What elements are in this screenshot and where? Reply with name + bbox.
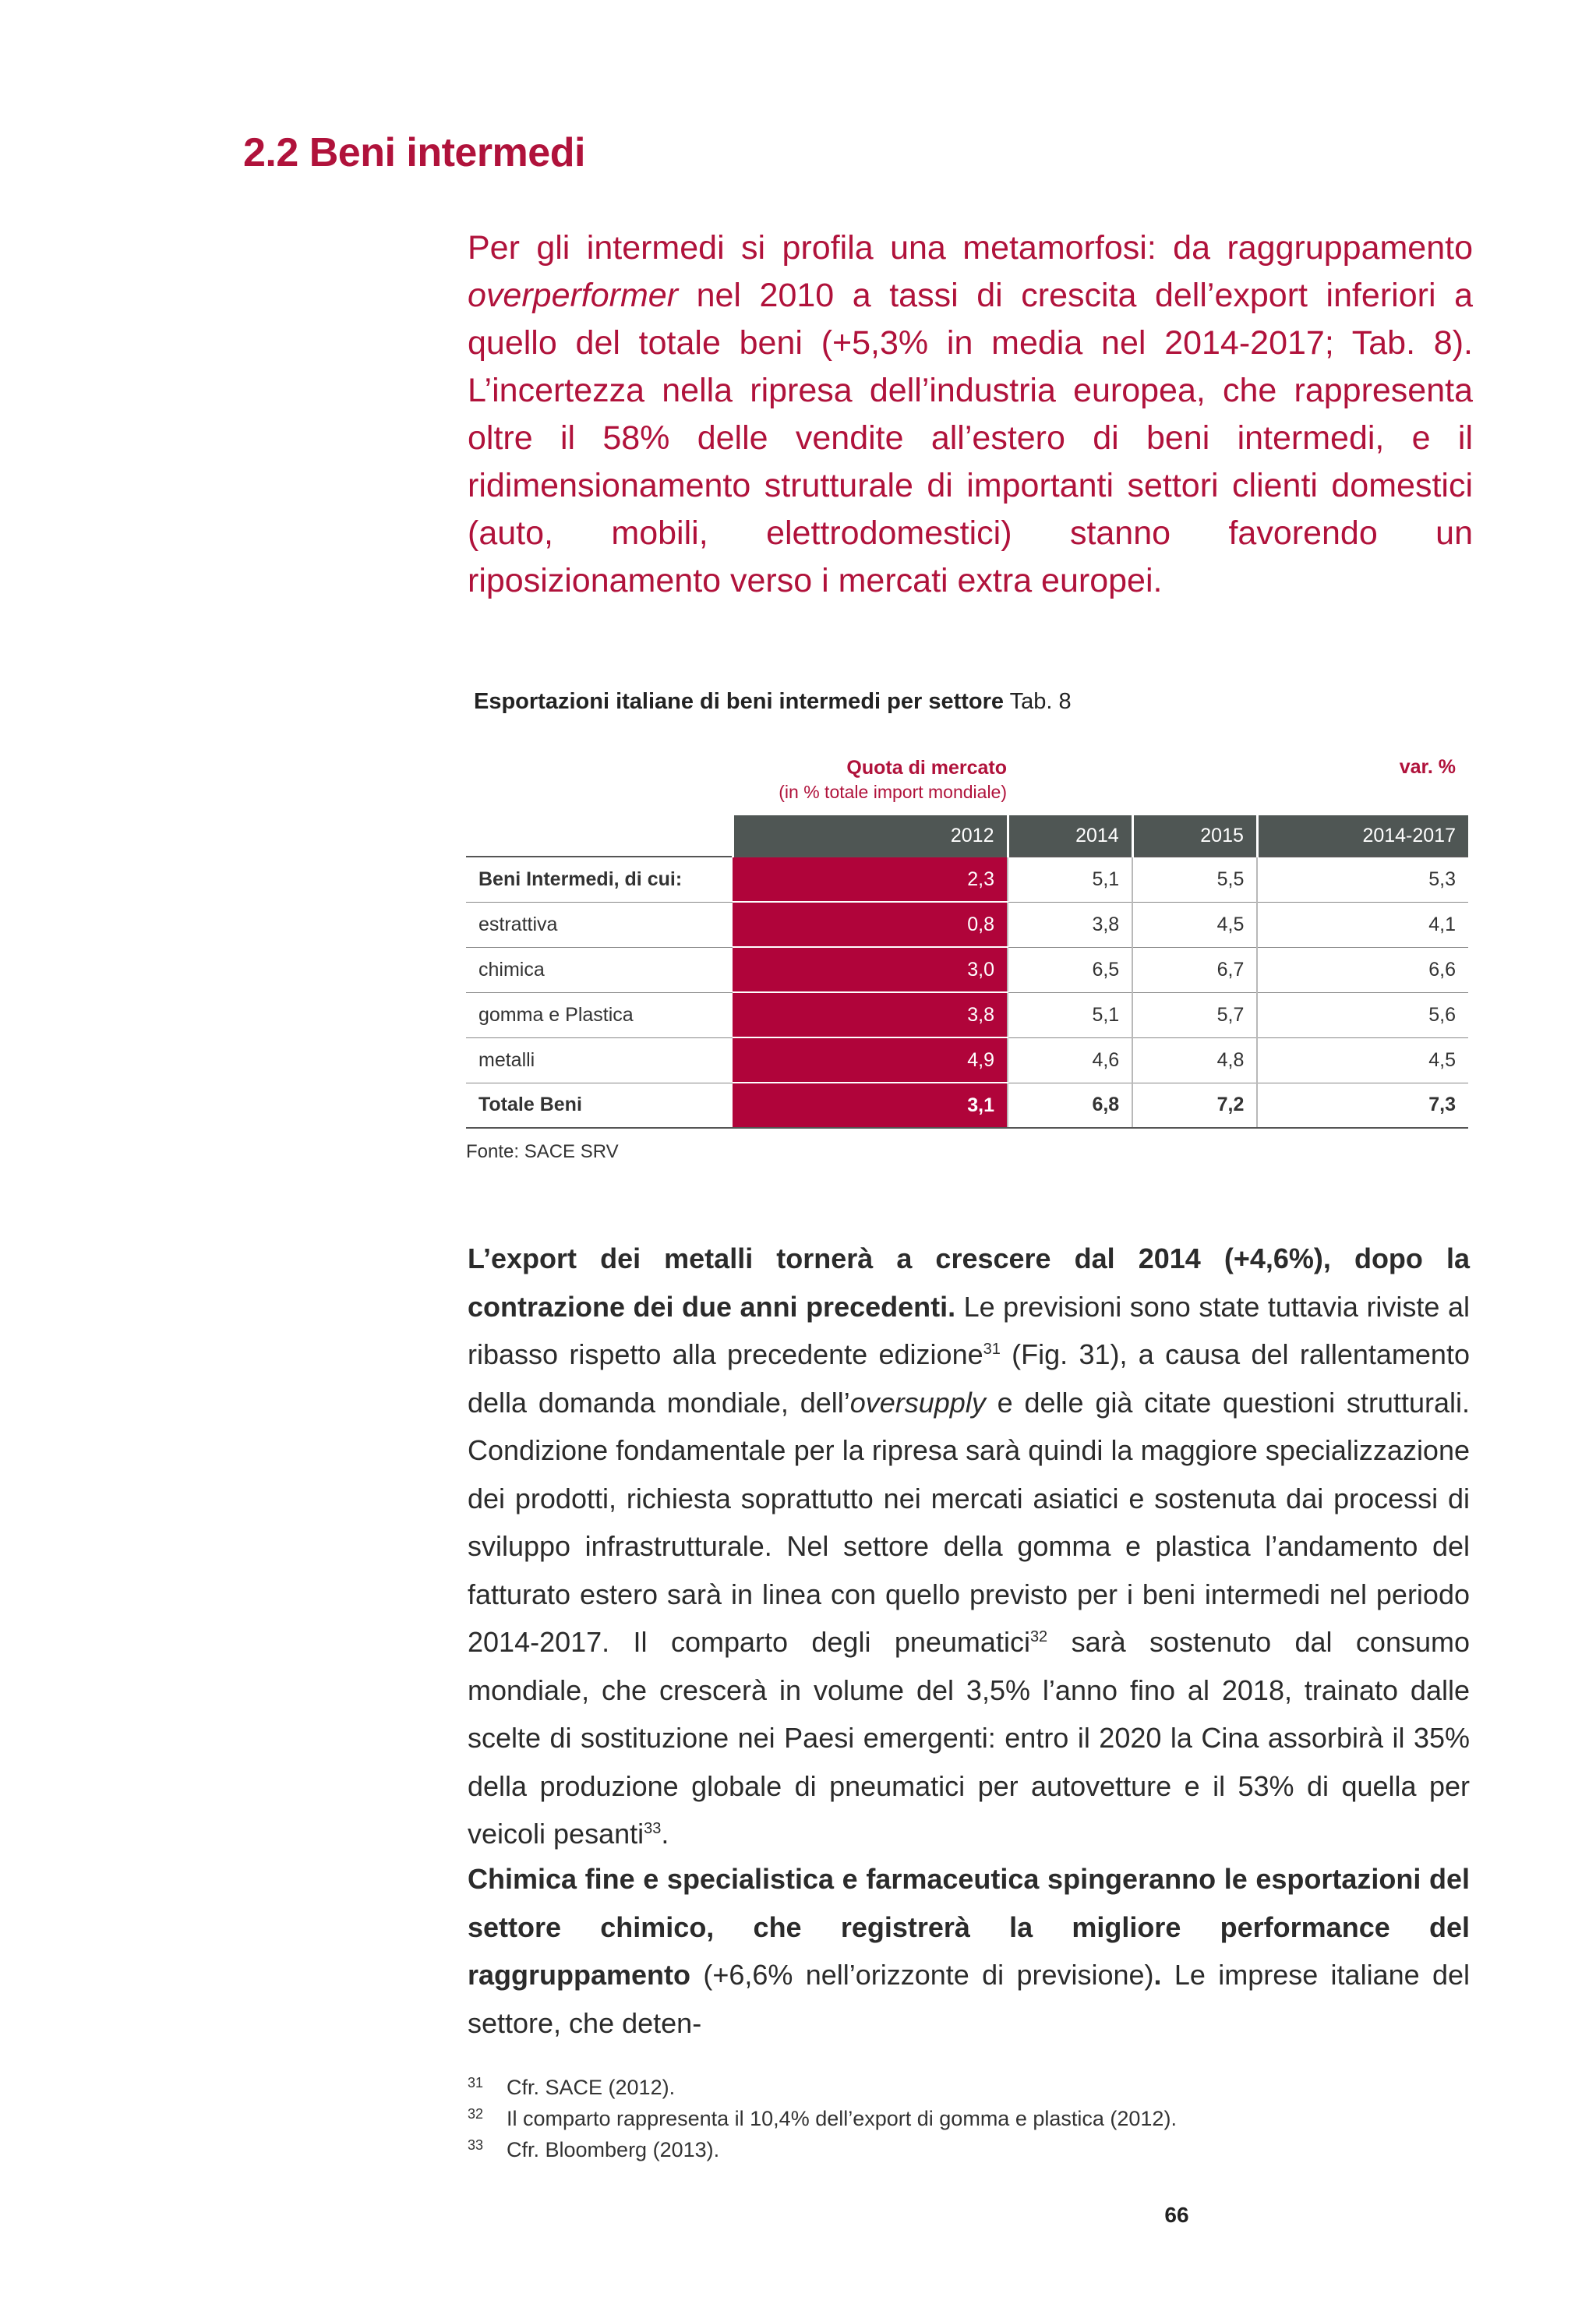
cell-value: 5,1 bbox=[1008, 857, 1132, 902]
group-header-quota: Quota di mercato bbox=[846, 757, 1007, 779]
row-label: estrattiva bbox=[466, 902, 733, 947]
paragraph-text: . bbox=[661, 1818, 669, 1850]
col-header: 2015 bbox=[1132, 815, 1257, 857]
cell-quota: 3,1 bbox=[733, 1083, 1008, 1128]
cell-quota: 3,0 bbox=[733, 947, 1008, 992]
intro-paragraph bbox=[468, 224, 1473, 605]
footnote bbox=[468, 2134, 1473, 2165]
footnote-text: Il comparto rappresenta il 10,4% dell’export di gomma e plastica (2012). bbox=[507, 2107, 1177, 2130]
footnote bbox=[468, 2103, 1473, 2134]
row-label: metalli bbox=[466, 1037, 733, 1083]
cell-value: 6,7 bbox=[1132, 947, 1257, 992]
row-label: gomma e Plastica bbox=[466, 992, 733, 1037]
footnote-number: 33 bbox=[468, 2137, 484, 2153]
section-title: 2.2 Beni intermedi bbox=[243, 130, 585, 175]
footnote-ref: 31 bbox=[983, 1341, 1001, 1358]
paragraph-lead: L’export dei metalli tornerà a crescere dal 2014 (+4,6%), dopo la contrazione dei due anni precedenti. bbox=[468, 1242, 1470, 1323]
table-header-row bbox=[466, 815, 1468, 857]
footnote-text: Cfr. Bloomberg (2013). bbox=[507, 2138, 720, 2161]
cell-value: 6,8 bbox=[1008, 1083, 1132, 1128]
group-header-quota-sub: (in % totale import mondiale) bbox=[779, 782, 1007, 802]
row-label: Beni Intermedi, di cui: bbox=[466, 857, 733, 902]
footnote-ref: 33 bbox=[644, 1820, 662, 1837]
paragraph-text: Le imprese italiane del settore, che deten- bbox=[468, 1959, 1470, 2039]
cell-value: 4,8 bbox=[1132, 1037, 1257, 1083]
cell-value: 3,8 bbox=[1008, 902, 1132, 947]
footnote bbox=[468, 2072, 1473, 2103]
cell-value: 6,6 bbox=[1257, 947, 1468, 992]
table-row bbox=[466, 1037, 1468, 1083]
paragraph-bold-dot: . bbox=[1153, 1959, 1162, 1991]
paragraph-lead: Chimica fine e specialistica e farmaceutica spingeranno le esportazioni del settore chimico, che registrerà la migliore performance del raggruppamento bbox=[468, 1863, 1470, 1991]
cell-quota: 2,3 bbox=[733, 857, 1008, 902]
cell-value: 4,5 bbox=[1257, 1037, 1468, 1083]
table-row bbox=[466, 947, 1468, 992]
table-source: Fonte: SACE SRV bbox=[466, 1141, 619, 1162]
paragraph-metalli bbox=[468, 1235, 1470, 1858]
paragraph-text: Le previsioni sono state tuttavia riviste al ribasso rispetto alla precedente edizione bbox=[468, 1290, 1470, 1370]
cell-quota: 4,9 bbox=[733, 1037, 1008, 1083]
cell-value: 5,3 bbox=[1257, 857, 1468, 902]
table-caption-ref: Tab. 8 bbox=[1009, 689, 1072, 714]
intro-italic: overperformer bbox=[468, 277, 679, 314]
table-row-total bbox=[466, 1083, 1468, 1128]
footnotes bbox=[468, 2072, 1473, 2165]
cell-value: 5,1 bbox=[1008, 992, 1132, 1037]
table-row bbox=[466, 902, 1468, 947]
table-caption bbox=[474, 689, 1072, 715]
cell-value: 6,5 bbox=[1008, 947, 1132, 992]
paragraph-italic: oversupply bbox=[849, 1386, 986, 1419]
cell-value: 5,6 bbox=[1257, 992, 1468, 1037]
table-row bbox=[466, 857, 1468, 902]
col-header: 2014-2017 bbox=[1257, 815, 1468, 857]
table-row bbox=[466, 992, 1468, 1037]
row-label: chimica bbox=[466, 947, 733, 992]
exports-table bbox=[466, 815, 1468, 1129]
intro-text: Per gli intermedi si profila una metamorfosi: da raggruppamento bbox=[468, 229, 1473, 267]
cell-value: 7,2 bbox=[1132, 1083, 1257, 1128]
cell-value: 7,3 bbox=[1257, 1083, 1468, 1128]
paragraph-text: sarà sostenuto dal consumo mondiale, che crescerà in volume del 3,5% l’anno fino al 2018, trainato dalle scelte di sostituzione nei Paesi emergenti: entro il 2020 la Cina assorbirà il 35% della produzione globale di pneumatici per autovetture e il 53% di quella per veicoli pesanti bbox=[468, 1626, 1470, 1850]
intro-text-2: nel 2010 a tassi di crescita dell’export inferiori a quello del totale beni (+5,3% in media nel 2014-2017; Tab. 8). L’incertezza nella ripresa dell’industria europea, che rappresenta oltre il 58% delle vendite all’estero di beni intermedi, e il ridimensionamento strutturale di importanti settori clienti domestici (auto, mobili, elettrodomestici) stanno favorendo un riposizionamento verso i mercati extra europei. bbox=[468, 277, 1473, 599]
page-number: 66 bbox=[1164, 2203, 1189, 2227]
paragraph-text: (+6,6% nell’orizzonte di previsione) bbox=[690, 1959, 1154, 1991]
cell-value: 4,5 bbox=[1132, 902, 1257, 947]
col-header: 2012 bbox=[733, 815, 1008, 857]
cell-quota: 0,8 bbox=[733, 902, 1008, 947]
footnote-text: Cfr. SACE (2012). bbox=[507, 2076, 676, 2099]
footnote-number: 32 bbox=[468, 2106, 484, 2122]
cell-value: 5,5 bbox=[1132, 857, 1257, 902]
footnote-ref: 32 bbox=[1029, 1628, 1048, 1645]
paragraph-chimica bbox=[468, 1855, 1470, 2047]
group-header-var: var. % bbox=[1399, 756, 1456, 778]
col-header: 2014 bbox=[1008, 815, 1132, 857]
paragraph-text: (Fig. 31), a causa del rallentamento della domanda mondiale, dell’ bbox=[468, 1338, 1470, 1419]
row-label: Totale Beni bbox=[466, 1083, 733, 1128]
table-header-blank bbox=[466, 815, 733, 857]
cell-quota: 3,8 bbox=[733, 992, 1008, 1037]
footnote-number: 31 bbox=[468, 2075, 484, 2091]
cell-value: 4,1 bbox=[1257, 902, 1468, 947]
paragraph-text: e delle già citate questioni strutturali. Condizione fondamentale per la ripresa sarà quindi la maggiore specializzazione dei prodotti, richiesta soprattutto nei mercati asiatici e sostenuta dai processi di sviluppo infrastrutturale. Nel settore della gomma e plastica l’andamento del fatturato estero sarà in linea con quello previsto per i beni intermedi nel periodo 2014-2017. Il comparto degli pneumatici bbox=[468, 1386, 1470, 1658]
table-caption-title: Esportazioni italiane di beni intermedi per settore bbox=[474, 689, 1005, 714]
cell-value: 4,6 bbox=[1008, 1037, 1132, 1083]
cell-value: 5,7 bbox=[1132, 992, 1257, 1037]
